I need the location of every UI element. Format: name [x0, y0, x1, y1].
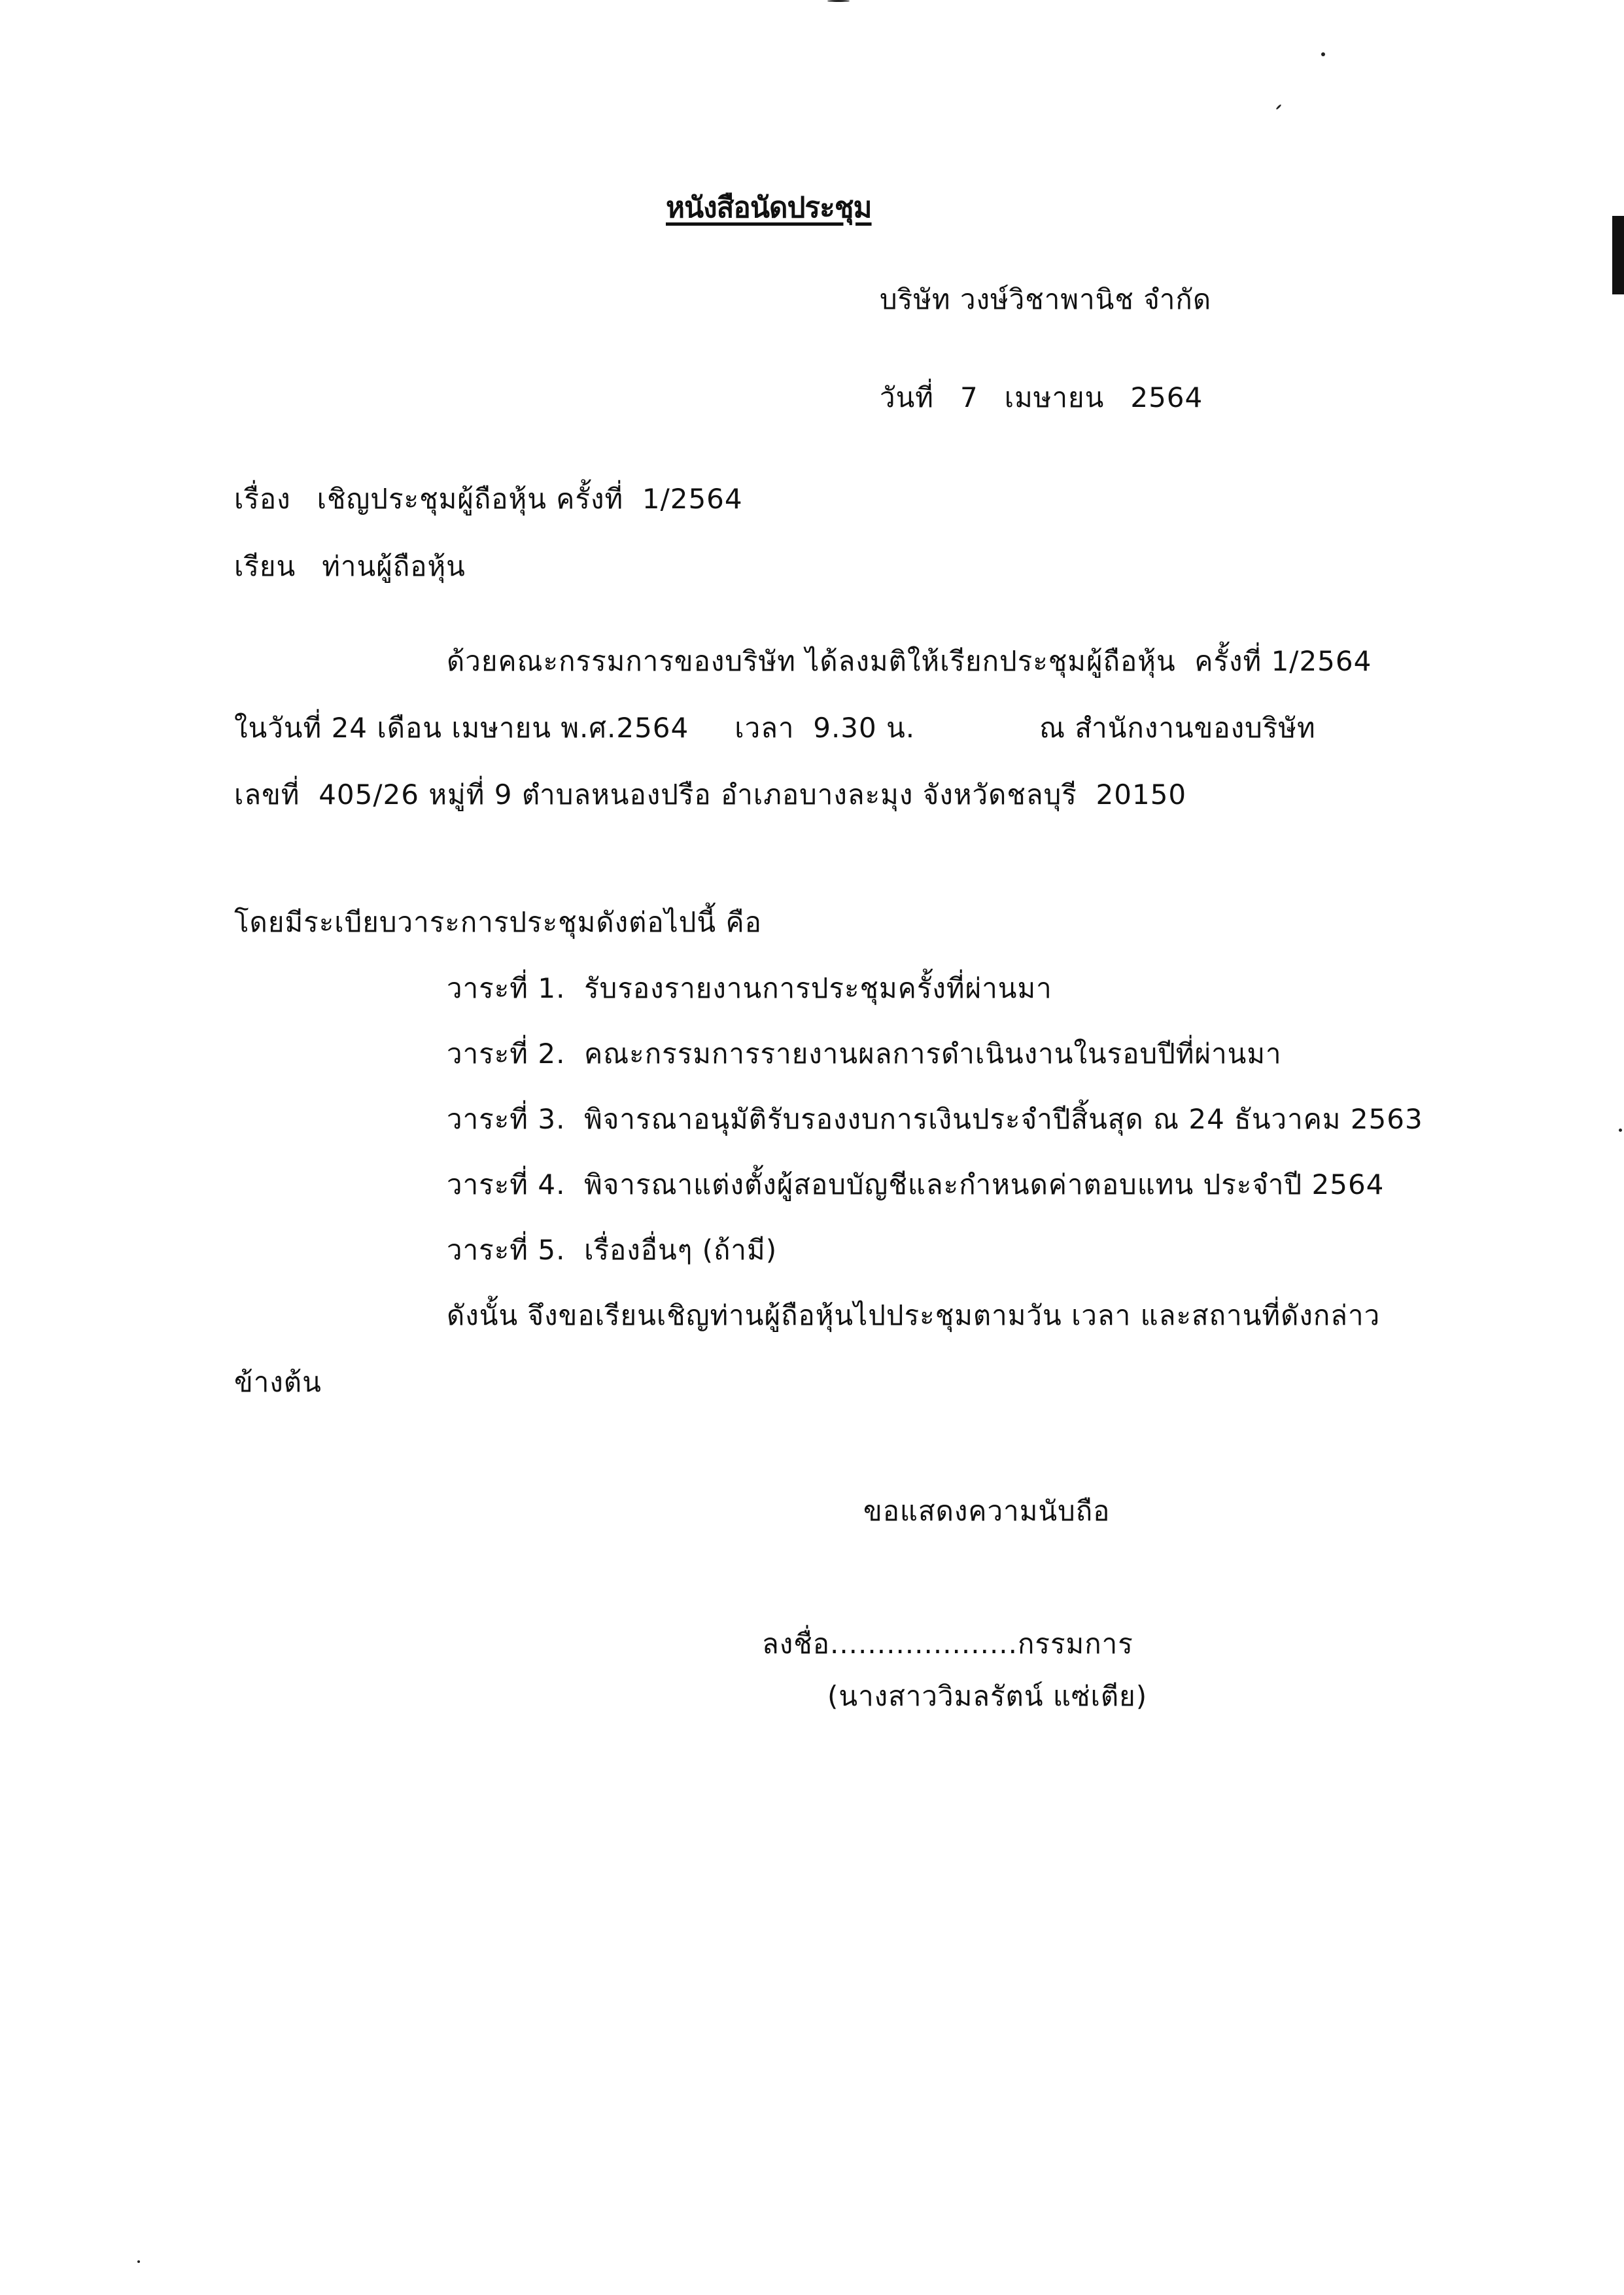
address-label: เลขที่	[234, 779, 300, 811]
body-line-1-times: ครั้งที่	[1194, 645, 1262, 677]
scan-speck	[827, 0, 850, 2]
signatory-name: (นางสาววิมลรัตน์ แซ่เตีย)	[827, 1680, 1148, 1712]
signature-dots: ....................	[829, 1628, 1018, 1660]
regards: ขอแสดงความนับถือ	[863, 1495, 1111, 1527]
recipient-text: ท่านผู้ถือหุ้น	[322, 550, 466, 582]
meeting-place: ณ สำนักงานของบริษัท	[1039, 712, 1316, 744]
subject-text: เชิญประชุมผู้ถือหุ้น ครั้งที่	[317, 483, 624, 515]
meeting-month-label: เดือน	[377, 712, 442, 744]
agenda-item-text: รับรองรายงานการประชุมครั้งที่ผ่านมา	[584, 972, 1052, 1004]
agenda-item-label: วาระที่	[447, 1038, 528, 1070]
meeting-day: 24	[331, 712, 368, 744]
scan-speck	[1275, 104, 1281, 110]
closing-line-1: ดังนั้น จึงขอเรียนเชิญท่านผู้ถือหุ้นไปประชุมตามวัน เวลา และสถานที่ดังกล่าว	[447, 1299, 1381, 1331]
address-subdistrict: ตำบลหนองปรือ	[521, 779, 712, 811]
date-month: เมษายน	[1004, 381, 1105, 413]
agenda-item-number: 4.	[538, 1168, 566, 1200]
address-postcode: 20150	[1096, 779, 1187, 811]
body-line-1	[447, 643, 1372, 680]
meeting-time: 9.30 น.	[813, 712, 916, 744]
meeting-time-label: เวลา	[734, 712, 795, 744]
agenda-item-text: พิจารณาแต่งตั้งผู้สอบบัญชีและกำหนดค่าตอบแทน ประจำปี 2564	[584, 1168, 1385, 1200]
date-year: 2564	[1130, 381, 1203, 413]
agenda-item-number: 5.	[538, 1234, 566, 1266]
closing-line-2: ข้างต้น	[234, 1366, 322, 1398]
agenda-item-label: วาระที่	[447, 972, 528, 1004]
date-label: วันที่	[880, 381, 934, 413]
agenda-item	[447, 1036, 1282, 1072]
recipient-label: เรียน	[234, 550, 296, 582]
meeting-month: เมษายน	[451, 712, 551, 744]
signature-line	[762, 1626, 1133, 1662]
agenda-item	[447, 970, 1052, 1007]
agenda-item-text: พิจารณาอนุมัติรับรองงบการเงินประจำปีสิ้นสุด ณ 24 ธันวาคม 2563	[584, 1103, 1423, 1135]
document-title: หนังสือนัดประชุม	[666, 191, 872, 224]
body-line-1-text: ด้วยคณะกรรมการของบริษัท ได้ลงมติให้เรียกประชุมผู้ถือหุ้น	[447, 645, 1176, 677]
agenda-item-number: 3.	[538, 1103, 566, 1135]
address-moo: หมู่ที่ 9	[428, 779, 513, 811]
scan-speck	[1619, 1129, 1622, 1132]
agenda-item-label: วาระที่	[447, 1234, 528, 1266]
address-number: 405/26	[319, 779, 419, 811]
meeting-date-prefix: ในวันที่	[234, 712, 322, 744]
agenda-item-label: วาระที่	[447, 1103, 528, 1135]
recipient-line	[234, 548, 466, 585]
subject-label: เรื่อง	[234, 483, 291, 515]
body-line-2	[234, 710, 1316, 746]
address-province: จังหวัดชลบุรี	[922, 779, 1077, 811]
body-line-1-number: 1/2564	[1271, 645, 1372, 677]
agenda-item	[447, 1232, 777, 1269]
scan-speck	[137, 2260, 140, 2263]
company-name: บริษัท วงษ์วิชาพานิช จำกัด	[880, 283, 1212, 315]
agenda-item	[447, 1166, 1384, 1203]
date-day: 7	[959, 381, 978, 413]
scan-edge-mark	[1612, 216, 1624, 294]
agenda-item-label: วาระที่	[447, 1168, 528, 1200]
agenda-item-number: 2.	[538, 1038, 566, 1070]
agenda-item-text: เรื่องอื่นๆ (ถ้ามี)	[584, 1234, 778, 1266]
body-line-3	[234, 777, 1186, 813]
signature-position: กรรมการ	[1018, 1628, 1133, 1660]
document-date	[880, 379, 1203, 416]
subject-line	[234, 481, 743, 517]
signature-label: ลงชื่อ	[762, 1628, 830, 1660]
agenda-intro: โดยมีระเบียบวาระการประชุมดังต่อไปนี้ คือ	[234, 906, 762, 938]
subject-number: 1/2564	[642, 483, 743, 515]
agenda-item-text: คณะกรรมการรายงานผลการดำเนินงานในรอบปีที่ผ่านมา	[584, 1038, 1282, 1070]
scan-speck	[1321, 52, 1325, 56]
agenda-item	[447, 1101, 1423, 1138]
agenda-item-number: 1.	[538, 972, 566, 1004]
address-district: อำเภอบางละมุง	[721, 779, 914, 811]
meeting-year: พ.ศ.2564	[561, 712, 689, 744]
